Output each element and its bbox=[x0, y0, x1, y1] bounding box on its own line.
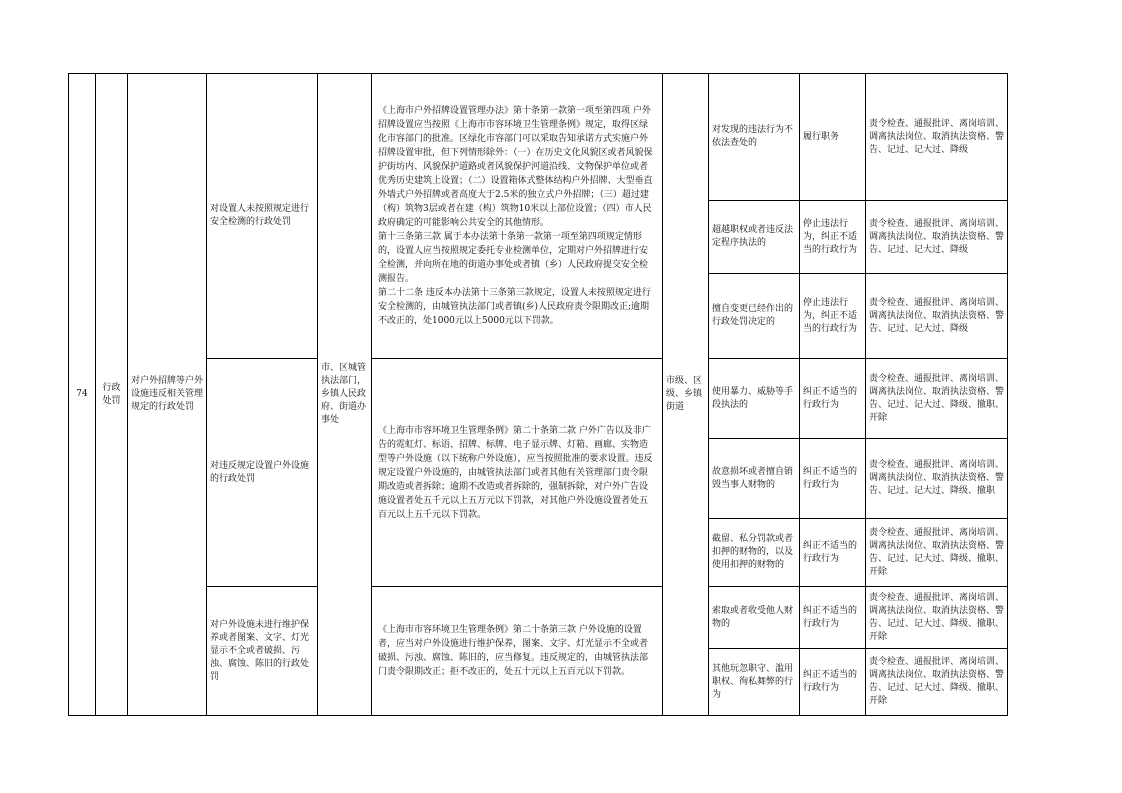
matter-name: 对户外招牌等户外设施违反相关管理规定的行政处罚 bbox=[128, 74, 207, 716]
accountability-measures: 责令检查、通报批评、离岗培训、调离执法岗位、取消执法资格、警告、记过、记大过、降级、撤职、开除 bbox=[866, 519, 1008, 587]
executing-department: 市、区城管执法部门，乡镇人民政府、街道办事处 bbox=[318, 74, 372, 716]
legal-paragraph: 《上海市户外招牌设置管理办法》第十条第一款第一项至第四项 户外招牌设置应当按照《上海市市容环境卫生管理条例》规定，取得区绿化市容部门的批准。区绿化市容部门可以采取告知承诺方式实施户外招牌设置审批，但下列情形除外：（一）在历史文化风貌区或者风貌保护街坊内、风貌保护道路或者风貌保护河道沿线、文物保护单位或者优秀历史建筑上设置；（二）设置箱体式整体结构户外招牌、大型垂直外墙式户外招牌或者高度大于2.5米的独立式户外招牌；（三）超过建（构）筑物3层或者在建（构）筑物10米以上部位设置；（四）市人民政府确定的可能影响公共安全的其他情形。 bbox=[378, 106, 653, 228]
accountability-situation: 擅自变更已经作出的行政处罚决定的 bbox=[709, 274, 800, 359]
accountability-situation: 对发现的违法行为不依法查处的 bbox=[709, 74, 800, 201]
accountability-measures: 责令检查、通报批评、离岗培训、调离执法岗位、取消执法资格、警告、记过、记大过、降级、撤职、开除 bbox=[866, 649, 1008, 716]
sub-item-3-name: 对户外设施未进行维护保养或者图案、文字、灯光显示不全或者破损、污浊、腐蚀、陈旧的行政处罚 bbox=[207, 587, 318, 716]
sub-item-2-legal-basis: 《上海市市容环境卫生管理条例》第二十条第二款 户外广告以及非广告的霓虹灯、标语、招牌、标牌、电子显示牌、灯箱、画廊、实物造型等户外设施（以下统称户外设施），应当按照批准的要求设置。违反规定设置户外设施的，由城管执法部门或者其他有关管理部门责令限期改造或者拆除；逾期不改造或者拆除的，强制拆除，对户外广告设施设置者处五千元以上五万元以下罚款，对其他户外设施设置者处五百元以上五千元以下罚款。 bbox=[372, 359, 663, 587]
accountability-type: 纠正不适当的行政行为 bbox=[800, 519, 866, 587]
accountability-situation: 其他玩忽职守、滥用职权、徇私舞弊的行为 bbox=[709, 649, 800, 716]
row-number: 74 bbox=[69, 74, 96, 716]
accountability-type: 纠正不适当的行政行为 bbox=[800, 587, 866, 649]
accountability-type: 停止违法行为，纠正不适当的行政行为 bbox=[800, 274, 866, 359]
accountability-type: 履行职务 bbox=[800, 74, 866, 201]
power-list-table bbox=[68, 73, 1008, 716]
execution-level: 市级、区级、乡镇街道 bbox=[663, 74, 709, 716]
accountability-measures: 责令检查、通报批评、离岗培训、调离执法岗位、取消执法资格、警告、记过、记大过、降级、撤职、开除 bbox=[866, 587, 1008, 649]
power-category: 行政处罚 bbox=[96, 74, 128, 716]
accountability-measures: 责令检查、通报批评、离岗培训、调离执法岗位、取消执法资格、警告、记过、记大过、降级、撤职 bbox=[866, 439, 1008, 519]
legal-paragraph: 第二十二条 违反本办法第十三条第三款规定，设置人未按照规定进行安全检测的，由城管执法部门或者镇(乡)人民政府责令限期改正;逾期不改正的，处1000元以上5000元以下罚款。 bbox=[378, 288, 651, 326]
sub-item-2-name: 对违反规定设置户外设施的行政处罚 bbox=[207, 359, 318, 587]
legal-paragraph: 第十三条第三款 属于本办法第十条第一款第一项至第四项规定情形的，设置人应当按照规定委托专业检测单位，定期对户外招牌进行安全检测，并向所在地的街道办事处或者镇（乡）人民政府提交安全检测报告。 bbox=[378, 232, 649, 284]
accountability-type: 纠正不适当的行政行为 bbox=[800, 649, 866, 716]
accountability-measures: 责令检查、通报批评、离岗培训、调离执法岗位、取消执法资格、警告、记过、记大过、降级 bbox=[866, 201, 1008, 274]
sub-item-1-legal-basis bbox=[372, 74, 663, 359]
sub-item-3-legal-basis: 《上海市市容环境卫生管理条例》第二十条第三款 户外设施的设置者，应当对户外设施进行维护保养，图案、文字、灯光显示不全或者破损、污浊、腐蚀、陈旧的，应当修复。违反规定的，由城管执法部门责令限期改正；拒不改正的，处五十元以上五百元以下罚款。 bbox=[372, 587, 663, 716]
accountability-situation: 使用暴力、威胁等手段执法的 bbox=[709, 359, 800, 439]
accountability-situation: 故意损坏或者擅自销毁当事人财物的 bbox=[709, 439, 800, 519]
accountability-situation: 超越职权或者违反法定程序执法的 bbox=[709, 201, 800, 274]
accountability-type: 纠正不适当的行政行为 bbox=[800, 359, 866, 439]
accountability-type: 停止违法行为，纠正不适当的行政行为 bbox=[800, 201, 866, 274]
accountability-measures: 责令检查、通报批评、离岗培训、调离执法岗位、取消执法资格、警告、记过、记大过、降级、撤职、开除 bbox=[866, 359, 1008, 439]
accountability-measures: 责令检查、通报批评、离岗培训、调离执法岗位、取消执法资格、警告、记过、记大过、降级 bbox=[866, 74, 1008, 201]
accountability-type: 纠正不适当的行政行为 bbox=[800, 439, 866, 519]
accountability-situation: 截留、私分罚款或者扣押的财物的，以及使用扣押的财物的 bbox=[709, 519, 800, 587]
accountability-measures: 责令检查、通报批评、离岗培训、调离执法岗位、取消执法资格、警告、记过、记大过、降级 bbox=[866, 274, 1008, 359]
accountability-situation: 索取或者收受他人财物的 bbox=[709, 587, 800, 649]
sub-item-1-name: 对设置人未按照规定进行安全检测的行政处罚 bbox=[207, 74, 318, 359]
